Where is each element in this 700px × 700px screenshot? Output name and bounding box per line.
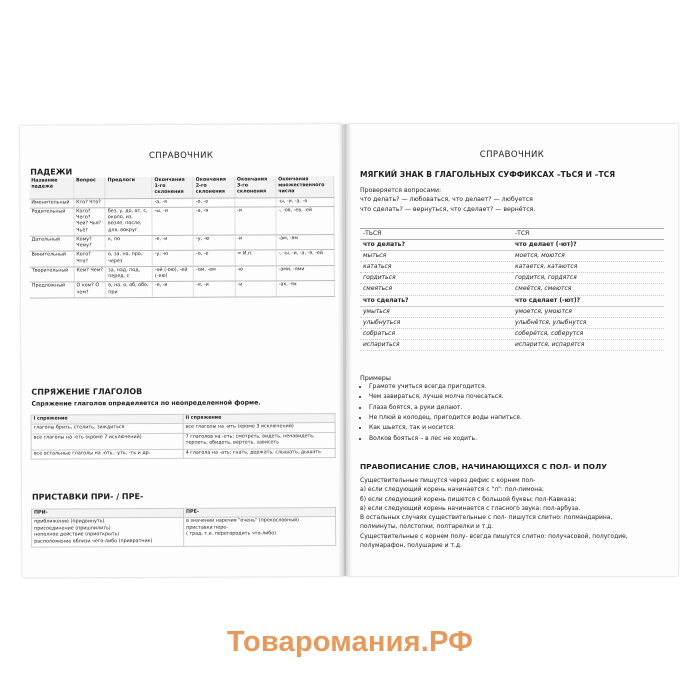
cases-cell: -, -ы, -и, -а, -я, -ей	[276, 250, 334, 266]
table-row	[29, 206, 334, 236]
check-line: что делать? — любоваться, что делает? — любуется	[360, 196, 533, 204]
word-cell: умыться	[360, 306, 512, 317]
cases-cell: в, на, о, об, обо, при	[106, 282, 153, 298]
cases-cell: -ы, -и	[152, 207, 193, 235]
cases-cell: Родительный	[29, 208, 73, 236]
cases-column-header: Название падежа	[29, 177, 73, 198]
word-cell: улыбнётся, улыбнутся	[512, 317, 664, 328]
cases-cell: Кем? Чем?	[74, 267, 106, 283]
pol-line: В остальных случаях существительные с пол- пишутся слитно: полмандарина,	[360, 514, 613, 522]
question-cell: что сделать?	[360, 295, 512, 306]
left-page	[20, 124, 344, 578]
cases-cell: -е, -и	[194, 281, 235, 297]
prefix-pre-line: приставки пере-	[186, 525, 228, 531]
question-cell: что сделает (-ют)?	[512, 295, 664, 306]
table-row	[360, 317, 664, 328]
cases-cell: -а, -я	[193, 207, 234, 235]
cases-cell: к, по	[105, 235, 152, 251]
cases-table	[29, 176, 335, 298]
cases-cell: О ком? О чем?	[74, 282, 106, 298]
cases-cell: -о, -е	[193, 198, 234, 207]
conjugation-header: I спряжение	[31, 414, 183, 424]
table-row	[360, 262, 664, 273]
right-page-header: СПРАВОЧНИК	[479, 150, 545, 160]
cases-cell: Творительный	[30, 267, 74, 283]
prefix-pre-cell	[184, 517, 336, 547]
pol-text	[360, 476, 672, 550]
word-cell: катается, катаются	[512, 262, 664, 273]
pol-line: а) если следующий корень начинается с "л": пол-лимона;	[360, 486, 544, 494]
prefix-pri-header: ПРИ-	[32, 508, 184, 518]
table-row	[31, 432, 335, 450]
cases-column-header: Окончания 1-го склонения	[152, 177, 193, 198]
prefixes-table	[31, 507, 336, 548]
conjugation-header: II спряжение	[183, 414, 335, 424]
list-item: • Как шьется, так и носится.	[369, 423, 522, 433]
cases-cell: -у, -ю	[193, 235, 234, 251]
pol-line: полумарафон, полушарие и т.д.	[360, 542, 462, 550]
table-row	[360, 328, 664, 339]
question-cell: что делать?	[360, 240, 512, 251]
table-row	[360, 284, 664, 295]
examples-list	[360, 382, 522, 444]
word-cell: соберётся, соберутся	[512, 328, 664, 339]
table-row	[31, 448, 335, 459]
cases-cell: -ом, -ем	[194, 266, 235, 282]
cases-column-header: Окончания 3-го склонения	[234, 176, 275, 197]
conjugation-cell: 7 глаголов на -еть: смотреть, видеть, ненавидеть, терпеть, обидеть, вертеть, зависеть	[183, 432, 335, 449]
word-cell: испарится, испарятся	[512, 339, 664, 350]
right-page	[346, 124, 678, 576]
cases-cell: -, -ов, -ев, -ей	[276, 206, 334, 234]
conjugation-table	[31, 413, 336, 460]
cases-cell: -ы, -и, -а, -я	[276, 197, 334, 207]
prefix-pre-header: ПРЕ-	[184, 508, 336, 518]
cases-cell: -ами, -ями	[276, 265, 334, 281]
pol-line: Существительные с корнем полу- всегда пишутся слитно: получасовой, полугодие,	[360, 532, 628, 540]
cases-cell: без, у, до, от, с, около, из, возле, после, для, вокруг	[105, 207, 152, 235]
cases-cell: -а, -я	[152, 198, 193, 207]
cases-cell: Кому? Чему?	[74, 236, 106, 252]
cases-cell: Именительный	[29, 199, 73, 208]
table-row	[30, 265, 335, 282]
table-row	[30, 281, 335, 298]
prefix-pri-line: присоединение (пришпилить)	[34, 526, 111, 532]
soft-sign-title: МЯГКИЙ ЗНАК В ГЛАГОЛЬНЫХ СУФФИКСАХ –ТЬСЯ И –ТСЯ	[360, 170, 616, 179]
notebook-spine	[338, 124, 352, 576]
word-cell: умоется, умоются	[512, 306, 664, 317]
prefixes-title: ПРИСТАВКИ ПРИ- / ПРЕ-	[31, 492, 144, 502]
cases-column-header: Окончания множественного числа	[276, 176, 334, 198]
cases-column-header: Вопрос	[73, 177, 105, 198]
cases-cell: Кого? Что?	[74, 251, 106, 267]
cases-cell: -и	[235, 281, 276, 297]
pol-line: полминуты, полстопки, полтарелки и т.д.	[360, 523, 494, 531]
prefix-pri-line: расположение вблизи чего-либо (привратник)	[34, 538, 153, 545]
cases-column-header: Окончания 2-го склонения	[193, 177, 234, 198]
cases-cell: Кто? Что?	[74, 198, 106, 207]
table-row	[30, 250, 335, 267]
cases-cell: -ам, -ям	[276, 234, 334, 250]
soft-sign-check	[360, 186, 535, 214]
cases-cell: -ю	[235, 266, 276, 282]
list-item: • Чем завираться, лучше молча почесаться.	[369, 392, 522, 402]
word-cell: смеяться	[360, 284, 512, 295]
word-cell: смеётся, смеются	[512, 284, 664, 295]
cases-cell	[105, 198, 152, 207]
cases-cell: Предложный	[30, 282, 74, 298]
pol-line: в) если следующий корень начинается с гласного звука: пол-арбуза.	[360, 504, 581, 512]
conjugation-cell: все глаголы на -еть (кроме 7 исключений)	[31, 433, 183, 450]
word-cell: моется, моются	[512, 251, 664, 262]
open-notebook	[20, 124, 678, 576]
word-cell: собраться	[360, 328, 512, 339]
table-row	[360, 240, 664, 251]
prefix-pri-line: приближение (придвинуть)	[34, 519, 105, 526]
cases-cell: за, над, под, перед, с	[106, 266, 153, 282]
check-label: Проверяется вопросами:	[360, 187, 442, 194]
prefix-pre-line: в значении наречия "очень" (прекословный)	[186, 518, 300, 525]
word-cell: гордится, гордятся	[512, 273, 664, 284]
table-row	[30, 234, 335, 251]
table-row	[360, 295, 664, 306]
word-cell: улыбнуться	[360, 317, 512, 328]
cases-column-header: Предлоги	[105, 177, 152, 198]
examples-title: Примеры	[360, 374, 391, 382]
cases-cell: Дательный	[30, 236, 74, 252]
conjugation-cell: все остальные глаголы на -оть, -уть, -ть и др.	[31, 449, 183, 459]
conjugation-cell: 4 глагола на -ать: гнать, держать, слышать, дышать	[183, 448, 335, 458]
cases-cell: Винительный	[30, 251, 74, 267]
table-row	[360, 251, 664, 262]
list-item: • Не плюй в колодец, пригодится воды напиться.	[369, 413, 522, 423]
list-item: • Глаза боятся, а руки делают.	[369, 403, 522, 413]
cases-cell: в, за, на, про, через	[106, 251, 153, 267]
soft-sign-table	[360, 228, 664, 351]
table-row	[360, 273, 664, 284]
table-row	[360, 339, 664, 350]
word-cell: мыться	[360, 251, 512, 262]
conjugation-cell: глаголы брить, стелить, зиждиться	[31, 424, 183, 434]
list-item: • Грамоте учиться всегда пригодится.	[369, 382, 522, 392]
cases-cell: -и	[235, 235, 276, 251]
tsya-soft-header: -ТЬСЯ	[360, 229, 512, 240]
brand-watermark: Товаромания.РФ	[226, 626, 474, 658]
cases-cell: = И.п.	[235, 250, 276, 266]
prefix-pre-line: ( град, т.е. перегородить что-либо)	[186, 531, 277, 538]
question-cell: что делает (-ют)?	[512, 240, 664, 251]
word-cell: кататься	[360, 262, 512, 273]
cases-cell	[235, 198, 276, 207]
list-item: • Волков бояться – в лес не ходить.	[369, 434, 522, 444]
tsya-hard-header: -ТСЯ	[512, 229, 664, 240]
cases-cell: -у, -ю	[152, 251, 193, 267]
check-line: что сделать? — вернуться, что сделает? — вернётся.	[360, 205, 536, 213]
cases-cell: -и	[235, 207, 276, 235]
pol-line: Существительные пишутся через дефис с корнем пол-	[360, 477, 536, 484]
left-page-header: СПРАВОЧНИК	[148, 150, 214, 162]
cases-cell: -о, -е	[194, 250, 235, 266]
table-row	[360, 306, 664, 317]
cases-cell: -ах, -ях	[276, 281, 334, 297]
cases-title: ПАДЕЖИ	[30, 167, 73, 177]
word-cell: испариться	[360, 339, 512, 350]
cases-cell: Кого? Чего? Чей? Чья? Чьё?	[74, 208, 106, 236]
pol-title: ПРАВОПИСАНИЕ СЛОВ, НАЧИНАЮЩИХСЯ С ПОЛ- И ПОЛУ	[360, 462, 607, 471]
cases-cell: -е, -и	[152, 282, 193, 298]
conjugation-subtitle: Спряжение глаголов определяется по неопределенной форме.	[31, 399, 261, 408]
prefix-pri-line: неполное действие (приоткрыть)	[34, 532, 120, 539]
conjugation-cell: все глаголы на -ить (кроме 3 исключений)	[183, 423, 335, 433]
conjugation-title: СПРЯЖЕНИЕ ГЛАГОЛОВ	[31, 387, 143, 397]
prefix-pri-cell	[32, 518, 184, 548]
word-cell: гордиться	[360, 273, 512, 284]
cases-cell: -ой (-ою), -ей (-ею)	[152, 266, 193, 282]
cases-cell: -е, -и	[152, 235, 193, 251]
pol-line: б) если следующий корень пишется с большой буквы: пол-Кавказа;	[360, 495, 577, 503]
